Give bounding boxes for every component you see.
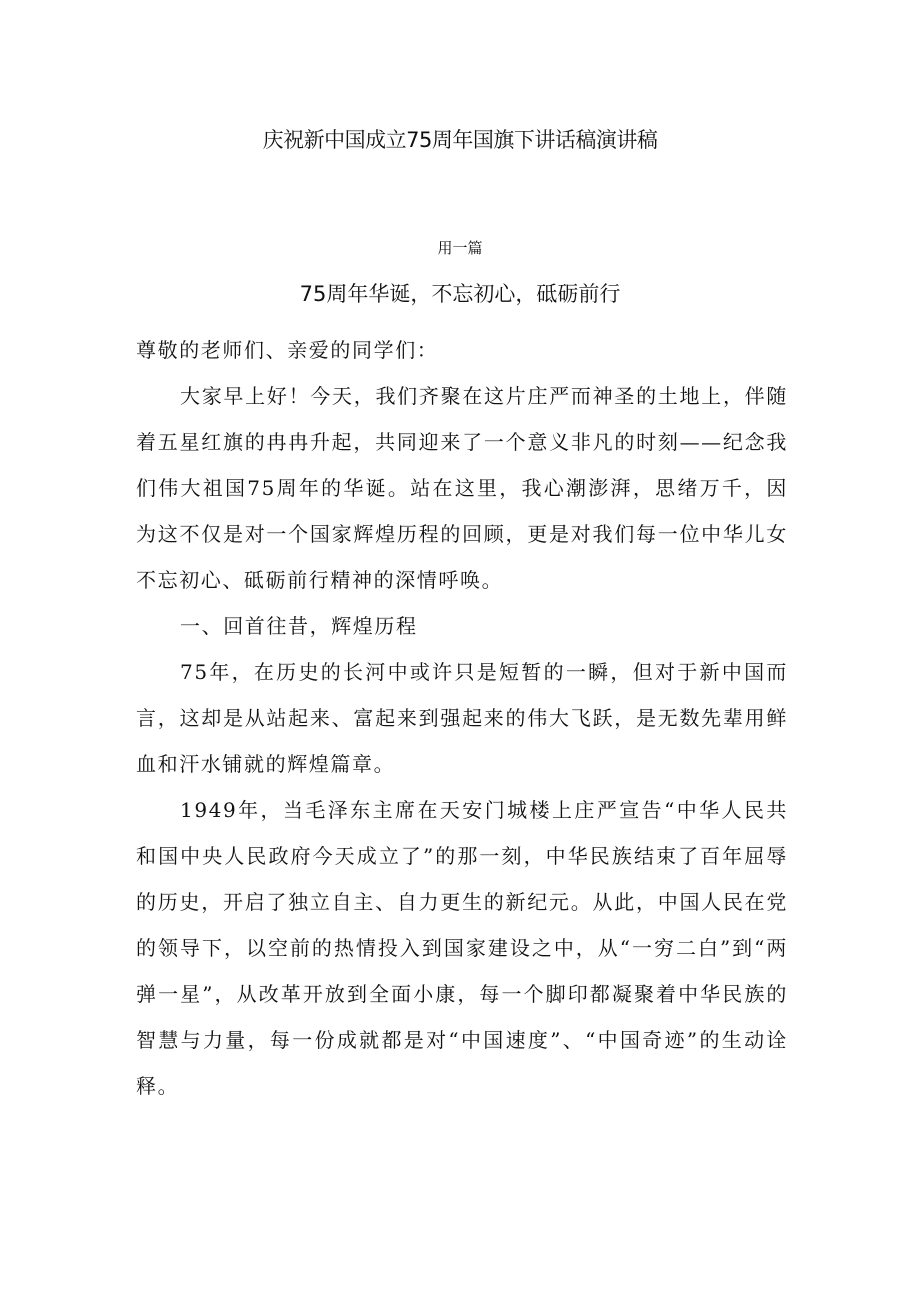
speech-salutation: 尊敬的老师们、亲爱的同学们： <box>136 338 439 362</box>
article-heading: 75周年华诞，不忘初心，砥砺前行 <box>299 282 621 306</box>
speech-paragraph-1949: 1949年，当毛泽东主席在天安门城楼上庄严宣告“中华人民共和国中央人民政府今天成立了”的那一刻，中华民族结束了百年屈辱的历史，开启了独立自主、自力更生的新纪元。从此，中国人民在党的领导下，以空前的热情投入到国家建设之中，从“一穷二白”到“两弹一星”，从改革开放到全面小康，每一个脚印都凝聚着中华民族的智慧与力量，每一份成就都是对“中国速度”、“中国奇迹”的生动诠释。 <box>136 798 788 1098</box>
article-index-label: 用一篇 <box>437 239 483 257</box>
section-heading-looking-back: 一、回首往昔，辉煌历程 <box>180 614 418 638</box>
speech-paragraph-75-years: 75年，在历史的长河中或许只是短暂的一瞬，但对于新中国而言，这却是从站起来、富起来到强起来的伟大飞跃，是无数先辈用鲜血和汗水铺就的辉煌篇章。 <box>136 660 788 776</box>
document-title: 庆祝新中国成立75周年国旗下讲话稿演讲稿 <box>262 128 658 152</box>
speech-body <box>136 327 788 1109</box>
speech-paragraph-greeting: 大家早上好！今天，我们齐聚在这片庄严而神圣的土地上，伴随着五星红旗的冉冉升起，共同迎来了一个意义非凡的时刻——纪念我们伟大祖国75周年的华诞。站在这里，我心潮澎湃，思绪万千，因为这不仅是对一个国家辉煌历程的回顾，更是对我们每一位中华儿女不忘初心、砥砺前行精神的深情呼唤。 <box>136 384 788 592</box>
